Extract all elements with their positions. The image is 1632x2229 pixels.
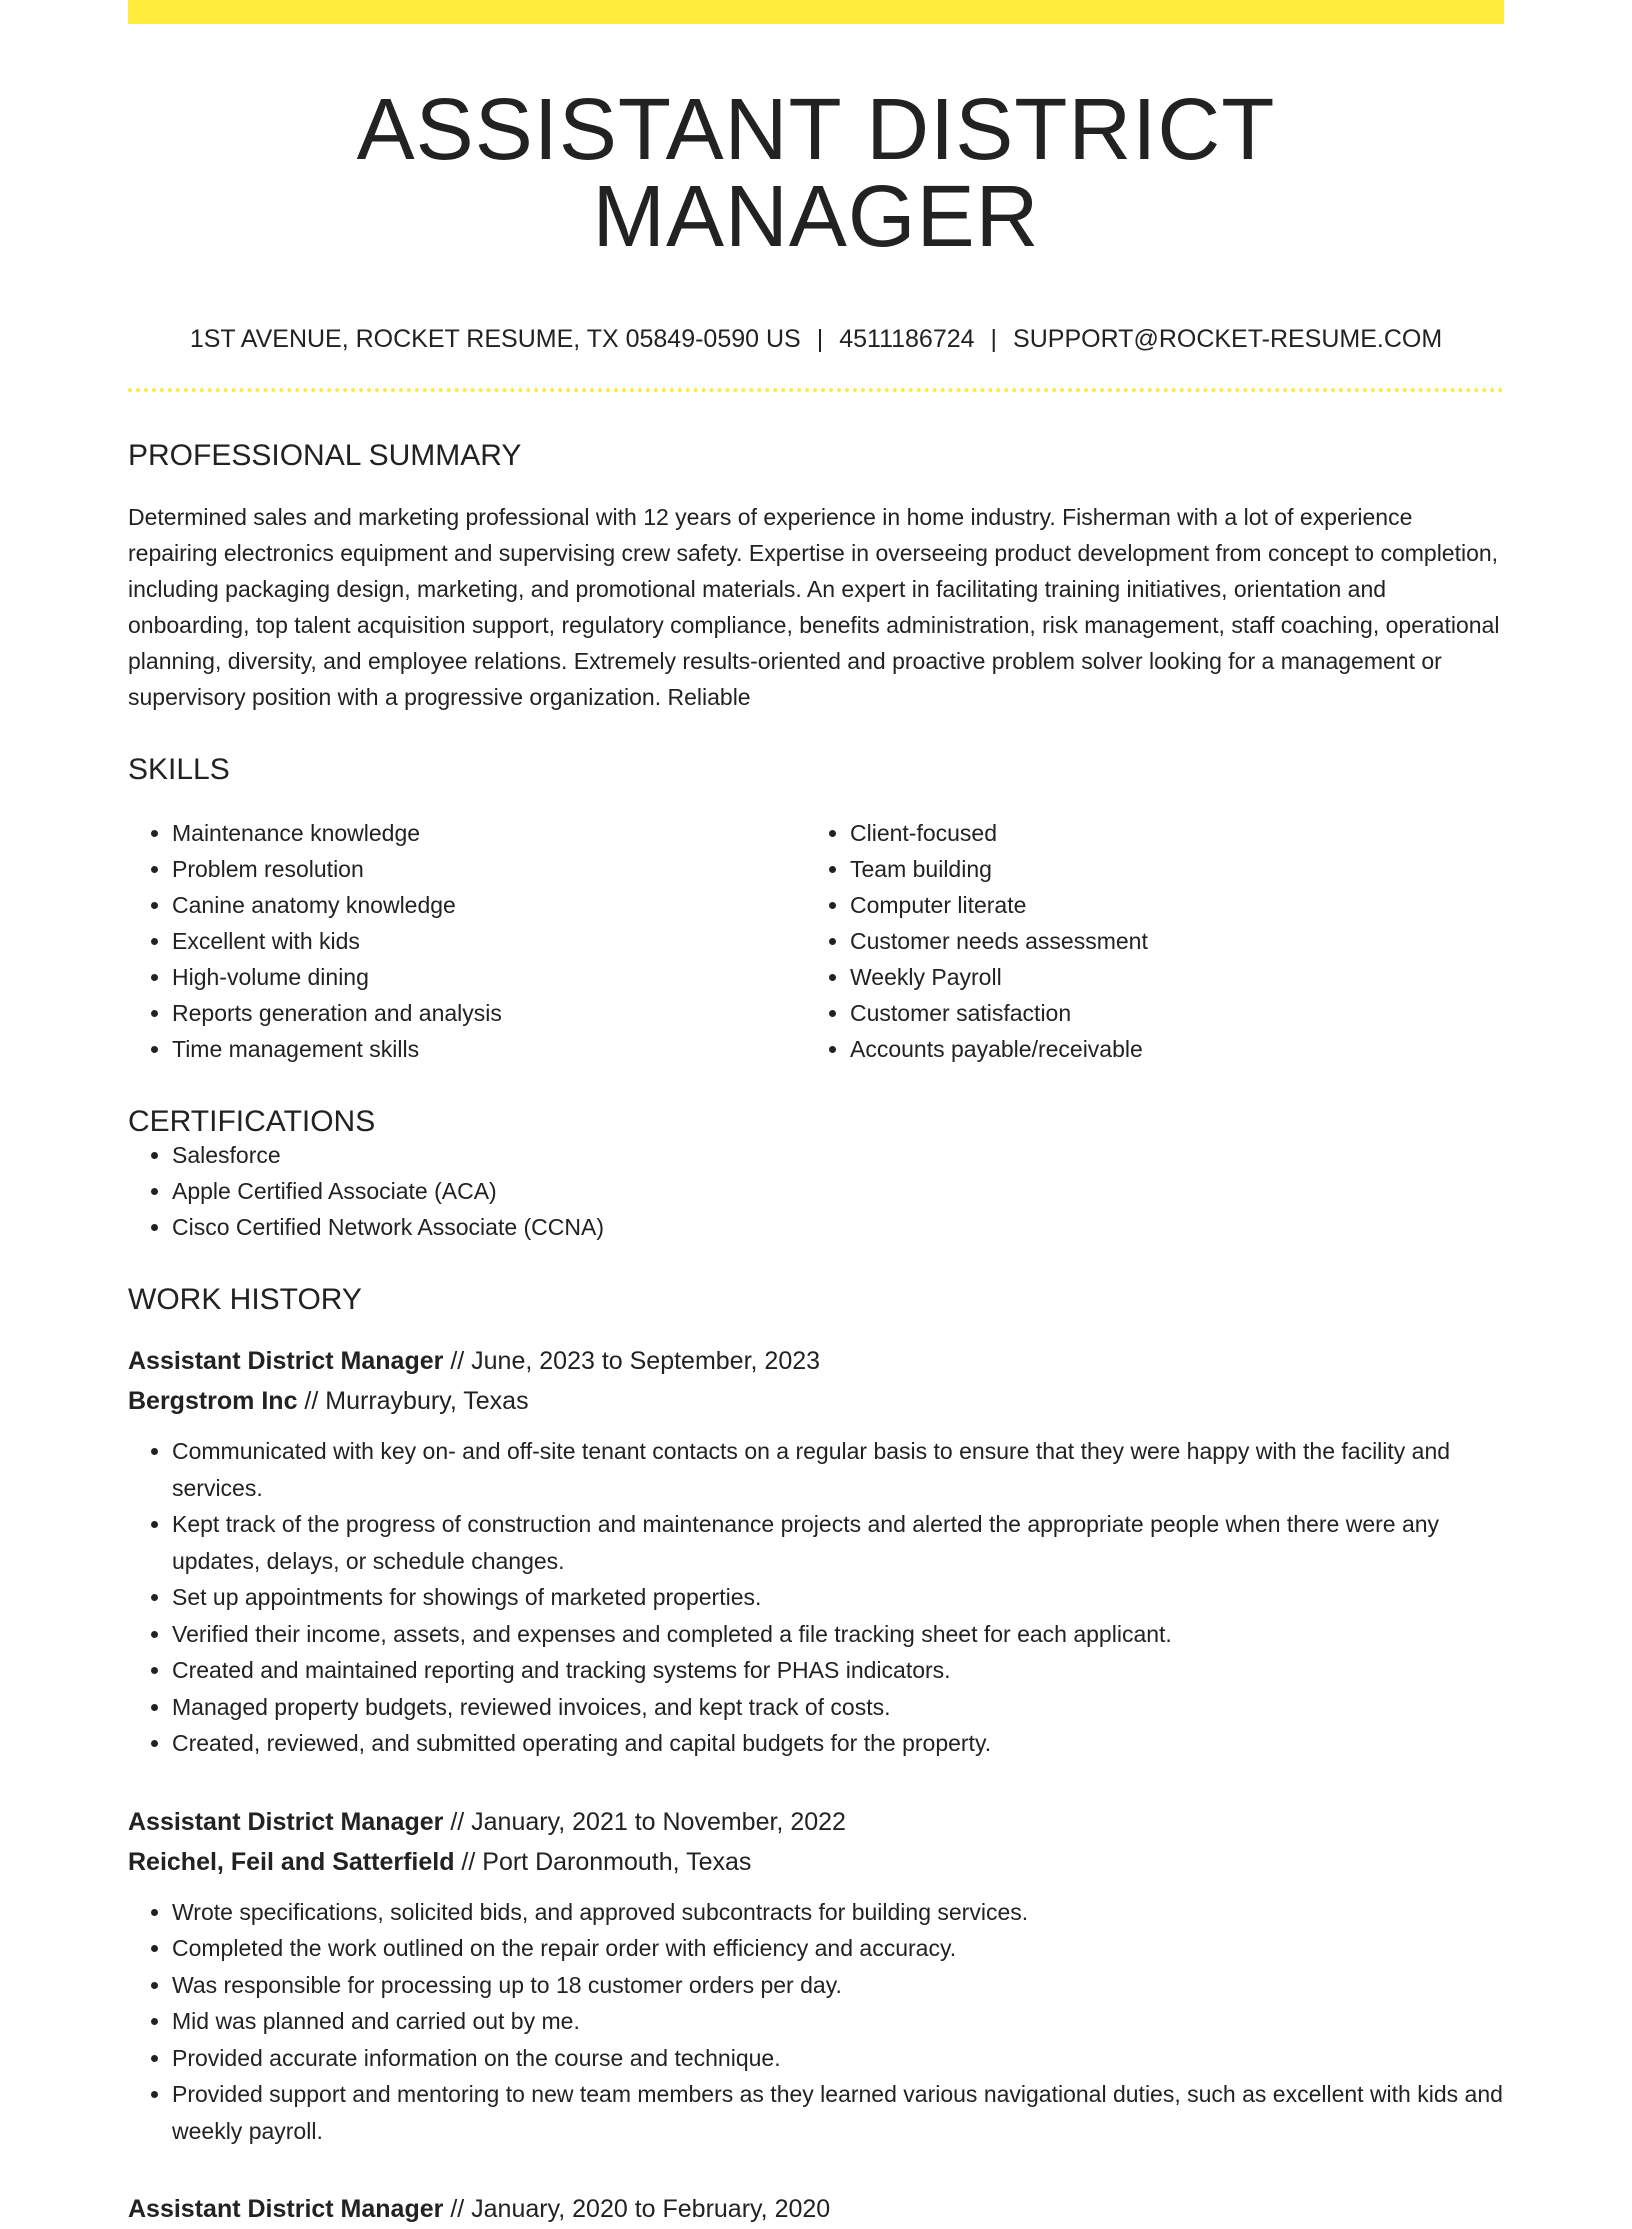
job-location: // Port Daronmouth, Texas <box>454 1847 752 1876</box>
job-title-line <box>128 2189 1504 2229</box>
resume-page <box>128 0 1504 2229</box>
skills-columns <box>128 815 1504 1067</box>
job-duty: • Set up appointments for showings of marketed properties. <box>172 1579 1504 1616</box>
job-company-line <box>128 1381 1504 1421</box>
job-dates: // January, 2020 to February, 2020 <box>443 2195 831 2223</box>
job-title-line <box>128 1341 1504 1381</box>
skills-list-left <box>128 815 806 1067</box>
skill-item: • Reports generation and analysis <box>172 995 806 1031</box>
job-duty: • Mid was planned and carried out by me. <box>172 2003 1504 2040</box>
skill-item: • Team building <box>850 851 1484 887</box>
certification-item: • Salesforce <box>172 1137 1504 1173</box>
job-duty: • Provided support and mentoring to new team members as they learned various navigational duties, such as excellent with kids and weekly payroll. <box>172 2076 1504 2149</box>
skill-item: • Weekly Payroll <box>850 959 1484 995</box>
summary-text: Determined sales and marketing professional with 12 years of experience in home industry. Fisherman with a lot of experience repairing electronics equipment and supervising crew safety. Expertise in overseeing product development from concept to completion, including packaging design, marketing, and promotional materials. An expert in facilitating training initiatives, orientation and onboarding, top talent acquisition support, regulatory compliance, benefits administration, risk management, staff coaching, operational planning, diversity, and employee relations. Extremely results-oriented and proactive problem solver looking for a management or supervisory position with a progressive organization. Reliable <box>128 504 1500 710</box>
job-entry <box>128 2189 1504 2229</box>
contact-address: 1ST AVENUE, ROCKET RESUME, TX 05849-0590 US <box>189 325 801 353</box>
certification-item: • Cisco Certified Network Associate (CCNA) <box>172 1209 1504 1245</box>
job-duty: • Verified their income, assets, and expenses and completed a file tracking sheet for each applicant. <box>172 1616 1504 1653</box>
contact-phone: 4511186724 <box>839 325 975 353</box>
job-duty: • Created and maintained reporting and tracking systems for PHAS indicators. <box>172 1652 1504 1689</box>
job-entry <box>128 1341 1504 1762</box>
job-duty: • Provided accurate information on the course and technique. <box>172 2040 1504 2077</box>
certifications-list <box>128 1137 1504 1245</box>
work-history-heading: WORK HISTORY <box>128 1283 362 1316</box>
job-role: Assistant District Manager <box>128 1347 444 1375</box>
header-divider <box>128 388 1504 392</box>
skill-item: • Customer needs assessment <box>850 923 1484 959</box>
job-duty: • Wrote specifications, solicited bids, and approved subcontracts for building services. <box>172 1894 1504 1931</box>
job-dates: // June, 2023 to September, 2023 <box>443 1347 821 1375</box>
certifications-heading: CERTIFICATIONS <box>128 1105 376 1138</box>
contact-separator: | <box>816 325 824 353</box>
job-company-line <box>128 1842 1504 1882</box>
job-role: Assistant District Manager <box>128 2195 444 2223</box>
job-company: Bergstrom Inc <box>128 1387 298 1415</box>
job-entry <box>128 1802 1504 2150</box>
resume-name: ASSISTANT DISTRICT MANAGER <box>356 81 1276 265</box>
certification-item: • Apple Certified Associate (ACA) <box>172 1173 1504 1209</box>
job-duty: • Created, reviewed, and submitted operating and capital budgets for the property. <box>172 1725 1504 1762</box>
skill-item: • Computer literate <box>850 887 1484 923</box>
skill-item: • Time management skills <box>172 1031 806 1067</box>
job-dates: // January, 2021 to November, 2022 <box>443 1807 846 1836</box>
job-duty: • Kept track of the progress of construction and maintenance projects and alerted the appropriate people when there were any updates, delays, or schedule changes. <box>172 1506 1504 1579</box>
skill-item: • Maintenance knowledge <box>172 815 806 851</box>
contact-email: SUPPORT@ROCKET-RESUME.COM <box>1013 325 1443 353</box>
job-duties-list <box>128 1894 1504 2150</box>
skill-item: • Excellent with kids <box>172 923 806 959</box>
job-duty: • Managed property budgets, reviewed invoices, and kept track of costs. <box>172 1689 1504 1726</box>
job-title-line <box>128 1802 1504 1842</box>
top-accent-bar <box>128 0 1504 24</box>
job-company: Reichel, Feil and Satterfield <box>128 1847 455 1876</box>
skill-item: • Problem resolution <box>172 851 806 887</box>
skill-item: • Client-focused <box>850 815 1484 851</box>
skill-item: • Customer satisfaction <box>850 995 1484 1031</box>
skills-list-right <box>806 815 1484 1067</box>
contact-line <box>128 327 1504 352</box>
job-duties-list <box>128 1433 1504 1762</box>
contact-separator: | <box>990 325 998 353</box>
skill-item: • High-volume dining <box>172 959 806 995</box>
job-role: Assistant District Manager <box>128 1807 444 1836</box>
job-location: // Murraybury, Texas <box>297 1387 529 1415</box>
skill-item: • Accounts payable/receivable <box>850 1031 1484 1067</box>
skills-heading: SKILLS <box>128 753 230 786</box>
job-duty: • Completed the work outlined on the repair order with efficiency and accuracy. <box>172 1930 1504 1967</box>
job-duty: • Communicated with key on- and off-site tenant contacts on a regular basis to ensure that they were happy with the facility and services. <box>172 1433 1504 1506</box>
skill-item: • Canine anatomy knowledge <box>172 887 806 923</box>
job-duty: • Was responsible for processing up to 18 customer orders per day. <box>172 1967 1504 2004</box>
summary-heading: PROFESSIONAL SUMMARY <box>128 439 522 472</box>
